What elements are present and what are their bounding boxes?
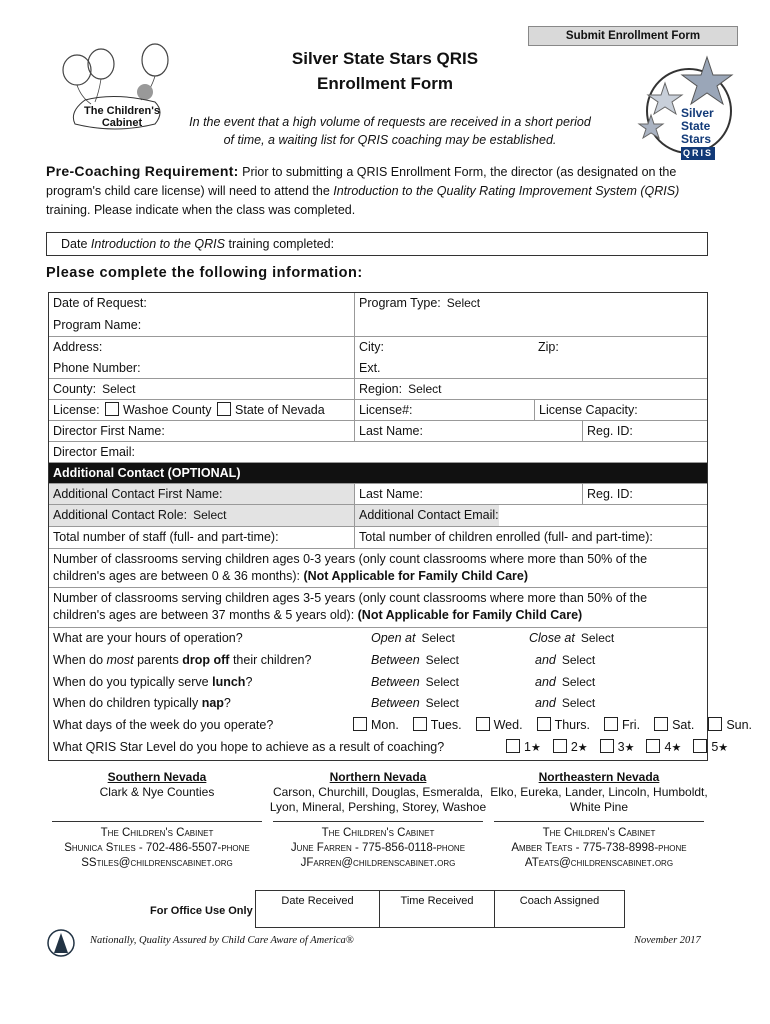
day-checkbox[interactable] — [604, 717, 618, 731]
additional-contact-header — [49, 463, 707, 483]
program-type-select[interactable] — [354, 293, 707, 315]
director-email-field[interactable] — [49, 442, 707, 462]
select-value: Select — [425, 696, 460, 710]
logo-left-line1: The Children's — [84, 105, 160, 117]
office-use-label: For Office Use Only — [150, 905, 253, 917]
day-option — [706, 718, 752, 732]
star-level-checkboxes — [454, 737, 729, 760]
region-org: The Children's Cabinet — [321, 827, 435, 839]
select-value: Select — [561, 653, 596, 667]
not-applicable-note: (Not Applicable for Family Child Care) — [357, 608, 583, 622]
date-pre: Date — [61, 237, 91, 251]
dropoff-end-select[interactable] — [531, 650, 701, 672]
hours-question — [49, 628, 359, 650]
label: Additional Contact Email: — [359, 508, 499, 522]
day-checkbox[interactable] — [654, 717, 668, 731]
star-icon — [682, 57, 732, 104]
star-icon: ★ — [577, 742, 588, 754]
label: and — [535, 653, 556, 667]
additional-first-name-field[interactable] — [49, 484, 354, 504]
prereq-italic: Introduction to the Quality Rating Improvement System (QRIS) — [333, 184, 680, 198]
star-icon — [639, 115, 663, 138]
label: Between — [371, 696, 420, 710]
label: Number of classrooms serving children ages 0-3 years (only count classrooms where more than 50% of the children's ages are between 0 & 36 months): — [53, 552, 648, 583]
time-received-field[interactable]: Time Received — [380, 890, 495, 928]
label: Reg. ID: — [587, 487, 633, 501]
select-value: Select — [561, 675, 596, 689]
director-last-name-field[interactable] — [354, 421, 582, 441]
address-field[interactable] — [49, 337, 354, 358]
star-icon: ★ — [718, 742, 729, 754]
region-email[interactable]: ATeats@childrenscabinet.org — [524, 857, 674, 869]
additional-reg-id-field[interactable] — [582, 484, 707, 504]
region-contact — [48, 770, 266, 871]
nap-question: When do children typically nap? — [53, 696, 231, 710]
table-row — [49, 337, 707, 358]
label: County: — [53, 382, 97, 396]
label: State of Nevada — [235, 403, 325, 417]
nap-end-select[interactable] — [531, 693, 701, 715]
divider — [273, 821, 483, 822]
label: Phone Number: — [53, 361, 141, 375]
days-checkboxes — [299, 715, 753, 737]
region-counties: Carson, Churchill, Douglas, Esmeralda, Lyon, Mineral, Pershing, Storey, Washoe — [269, 785, 487, 814]
label: Program Name: — [53, 318, 142, 332]
pre-coaching-lead: Pre-Coaching Requirement: — [46, 163, 239, 179]
enrollment-form-table — [48, 292, 753, 761]
table-row — [49, 505, 707, 527]
label: Open at — [371, 631, 416, 645]
additional-email-field[interactable] — [354, 505, 499, 526]
day-label: Sun. — [726, 718, 753, 732]
day-checkbox[interactable] — [537, 717, 551, 731]
additional-last-name-field[interactable] — [354, 484, 582, 504]
lunch-question: When do you typically serve lunch? — [53, 675, 253, 689]
logo-right-line3: Stars — [681, 132, 712, 146]
state-nevada-checkbox[interactable] — [217, 402, 231, 416]
region-select[interactable] — [354, 379, 707, 399]
table-row — [49, 358, 707, 379]
day-label: Thurs. — [554, 718, 590, 732]
region-contact-person: Amber Teats - 775-738-8998-phone — [511, 842, 687, 854]
license-capacity-field[interactable] — [534, 400, 707, 420]
table-row — [49, 672, 707, 693]
select-value: Select — [102, 382, 136, 396]
day-option — [474, 718, 523, 732]
label: Between — [371, 675, 420, 689]
label: License#: — [359, 403, 413, 417]
title-line2: Enrollment Form — [316, 74, 453, 93]
date-post: training completed: — [225, 237, 335, 251]
star-level-label: 5 — [711, 740, 719, 754]
label: Washoe County — [123, 403, 212, 417]
office-use-section — [150, 890, 625, 930]
label: Reg. ID: — [587, 424, 633, 438]
table-row — [49, 737, 729, 760]
label: Last Name: — [359, 424, 423, 438]
region-name: Northeastern Nevada — [538, 770, 660, 784]
director-first-name-field[interactable] — [49, 421, 354, 441]
label: Total number of children enrolled (full- and part-time): — [359, 530, 653, 544]
total-staff-field[interactable] — [49, 527, 354, 548]
days-question: What days of the week do you operate? — [53, 718, 274, 732]
star-icon: ★ — [624, 742, 635, 754]
star-level-option — [691, 740, 728, 754]
washoe-checkbox[interactable] — [105, 402, 119, 416]
label: Additional Contact Role: — [53, 508, 188, 522]
label: Last Name: — [359, 487, 423, 501]
table-row — [49, 315, 707, 337]
title-line1: Silver State Stars QRIS — [291, 49, 479, 68]
select-value: Select — [425, 653, 460, 667]
label: Additional Contact First Name: — [53, 487, 223, 501]
classrooms-0-3-field[interactable] — [49, 549, 707, 587]
logo-right-line2: State — [681, 119, 711, 133]
label: Region: — [359, 382, 403, 396]
select-value: Select — [580, 631, 615, 645]
prereq-part1: Prior to submitting a QRIS Enrollment Form, the director (as designated on the program's child care license) will need to attend the — [46, 165, 677, 198]
star-level-label: 3 — [617, 740, 625, 754]
child-care-aware-logo — [46, 925, 76, 968]
classrooms-3-5-field[interactable] — [49, 588, 707, 627]
star-level-question: What QRIS Star Level do you hope to achieve as a result of coaching? — [53, 740, 445, 754]
section-heading: Please complete the following information: — [46, 265, 363, 281]
label: Program Type: — [359, 296, 441, 310]
day-option — [602, 718, 640, 732]
ext-field[interactable] — [354, 358, 707, 378]
star-level-checkbox[interactable] — [506, 739, 520, 753]
star-level-checkbox[interactable] — [553, 739, 567, 753]
intro-text: In the event that a high volume of requests are received in a short period of time, a waiting list for QRIS coaching may be established. — [189, 115, 591, 147]
select-value: Select — [425, 675, 460, 689]
submit-enrollment-button[interactable]: Submit Enrollment Form — [528, 26, 738, 46]
table-row — [49, 293, 707, 315]
table-row — [49, 628, 707, 650]
label: What are your hours of operation? — [53, 631, 243, 645]
day-label: Tues. — [430, 718, 462, 732]
close-at-select[interactable] — [525, 628, 705, 650]
day-option — [652, 718, 694, 732]
region-org: The Children's Cabinet — [542, 827, 656, 839]
label: and — [535, 675, 556, 689]
regional-contacts — [48, 770, 708, 876]
silver-state-stars-logo — [637, 55, 737, 158]
logo-left-line2: Cabinet — [101, 117, 143, 129]
date-training-completed-field[interactable] — [46, 232, 708, 256]
table-row — [49, 650, 707, 672]
table-row — [49, 588, 707, 628]
star-icon: ★ — [530, 742, 541, 754]
city-field[interactable] — [354, 337, 534, 358]
table-row — [49, 484, 707, 505]
label: City: — [359, 340, 384, 354]
region-org: The Children's Cabinet — [100, 827, 214, 839]
day-label: Sat. — [672, 718, 695, 732]
blank-cell — [354, 315, 707, 336]
select-value: Select — [421, 631, 455, 645]
coach-assigned-field[interactable]: Coach Assigned — [495, 890, 625, 928]
open-at-select[interactable] — [367, 628, 517, 650]
dropoff-question: When do most parents drop off their children? — [53, 653, 312, 667]
label: Date of Request: — [53, 296, 147, 310]
date-of-request-field[interactable] — [49, 293, 354, 315]
table-row — [49, 463, 707, 484]
day-label: Mon. — [371, 718, 399, 732]
select-value: Select — [446, 296, 481, 310]
label: License: — [53, 403, 100, 417]
childrens-cabinet-logo — [55, 42, 180, 137]
star-level-label: 4 — [664, 740, 672, 754]
region-contact-person: Shunica Stiles - 702-486-5507-phone — [64, 842, 250, 854]
region-counties: Clark & Nye Counties — [99, 785, 215, 799]
star-level-label: 2 — [570, 740, 578, 754]
label: Director First Name: — [53, 424, 165, 438]
logo-right-line4: QRIS — [683, 148, 714, 158]
table-row — [49, 693, 707, 715]
star-icon: ★ — [671, 742, 682, 754]
zip-field[interactable] — [534, 337, 707, 358]
day-option — [351, 718, 399, 732]
star-level-option — [551, 740, 588, 754]
county-select[interactable] — [49, 379, 354, 399]
star-level-option — [504, 740, 541, 754]
license-number-field[interactable] — [354, 400, 534, 420]
day-checkbox[interactable] — [353, 717, 367, 731]
label: License Capacity: — [539, 403, 638, 417]
logo-right-line1: Silver — [681, 106, 714, 120]
label: Total number of staff (full- and part-time): — [53, 530, 279, 544]
region-email[interactable]: SStiles@childrenscabinet.org — [81, 857, 233, 869]
day-checkbox[interactable] — [413, 717, 427, 731]
region-contact — [490, 770, 708, 871]
lunch-end-select[interactable] — [531, 672, 701, 693]
label: Ext. — [359, 361, 381, 375]
star-level-checkbox[interactable] — [600, 739, 614, 753]
label: Number of classrooms serving children ages 3-5 years (only count classrooms where more than 50% of the children's ages are between 37 months & 5 years old): — [53, 591, 648, 622]
region-name: Southern Nevada — [107, 770, 207, 784]
label: Between — [371, 653, 420, 667]
label: Additional Contact (OPTIONAL) — [53, 466, 241, 480]
select-value: Select — [408, 382, 442, 396]
divider — [52, 821, 262, 822]
date-italic: Introduction to the QRIS — [90, 237, 225, 251]
prereq-part2: training. Please indicate when the class was completed. — [46, 203, 356, 217]
additional-role-select[interactable] — [49, 505, 354, 526]
day-label: Fri. — [622, 718, 641, 732]
table-row — [49, 549, 707, 588]
total-children-field[interactable] — [354, 527, 707, 548]
pre-coaching-requirement — [46, 162, 706, 220]
license-type — [49, 400, 354, 420]
nap-start-select[interactable] — [367, 693, 517, 715]
star-level-checkbox[interactable] — [693, 739, 707, 753]
program-name-field[interactable] — [49, 315, 354, 336]
day-option — [535, 718, 590, 732]
star-level-label: 1 — [524, 740, 531, 754]
label: Address: — [53, 340, 103, 354]
day-checkbox[interactable] — [708, 717, 722, 731]
director-reg-id-field[interactable] — [582, 421, 707, 441]
region-counties: Elko, Eureka, Lander, Lincoln, Humboldt, White Pine — [490, 785, 708, 814]
page-title — [200, 46, 570, 96]
region-email[interactable]: JFarren@childrenscabinet.org — [300, 857, 456, 869]
date-received-field[interactable]: Date Received — [255, 890, 380, 928]
phone-field[interactable] — [49, 358, 354, 378]
star-level-option — [598, 740, 635, 754]
select-value: Select — [193, 508, 227, 522]
star-level-option — [644, 740, 681, 754]
region-contact-person: June Farren - 775-856-0118-phone — [290, 842, 466, 854]
dropoff-start-select[interactable] — [367, 650, 517, 672]
select-value: Select — [561, 696, 596, 710]
region-name: Northern Nevada — [329, 770, 427, 784]
label: Zip: — [538, 340, 559, 354]
label: and — [535, 696, 556, 710]
table-row — [49, 527, 707, 549]
table-row — [49, 442, 707, 463]
table-row — [49, 379, 707, 400]
region-contact — [269, 770, 487, 871]
day-option — [411, 718, 462, 732]
divider — [494, 821, 704, 822]
footer-date: November 2017 — [634, 935, 701, 946]
label: Close at — [529, 631, 575, 645]
table-row — [49, 400, 707, 421]
footer-note: Nationally, Quality Assured by Child Care Aware of America® — [90, 935, 354, 946]
not-applicable-note: (Not Applicable for Family Child Care) — [303, 569, 529, 583]
table-row — [49, 421, 707, 442]
day-checkbox[interactable] — [476, 717, 490, 731]
star-level-checkbox[interactable] — [646, 739, 660, 753]
lunch-start-select[interactable] — [367, 672, 517, 693]
table-row — [49, 715, 753, 737]
day-label: Wed. — [493, 718, 523, 732]
label: Director Email: — [53, 445, 135, 459]
